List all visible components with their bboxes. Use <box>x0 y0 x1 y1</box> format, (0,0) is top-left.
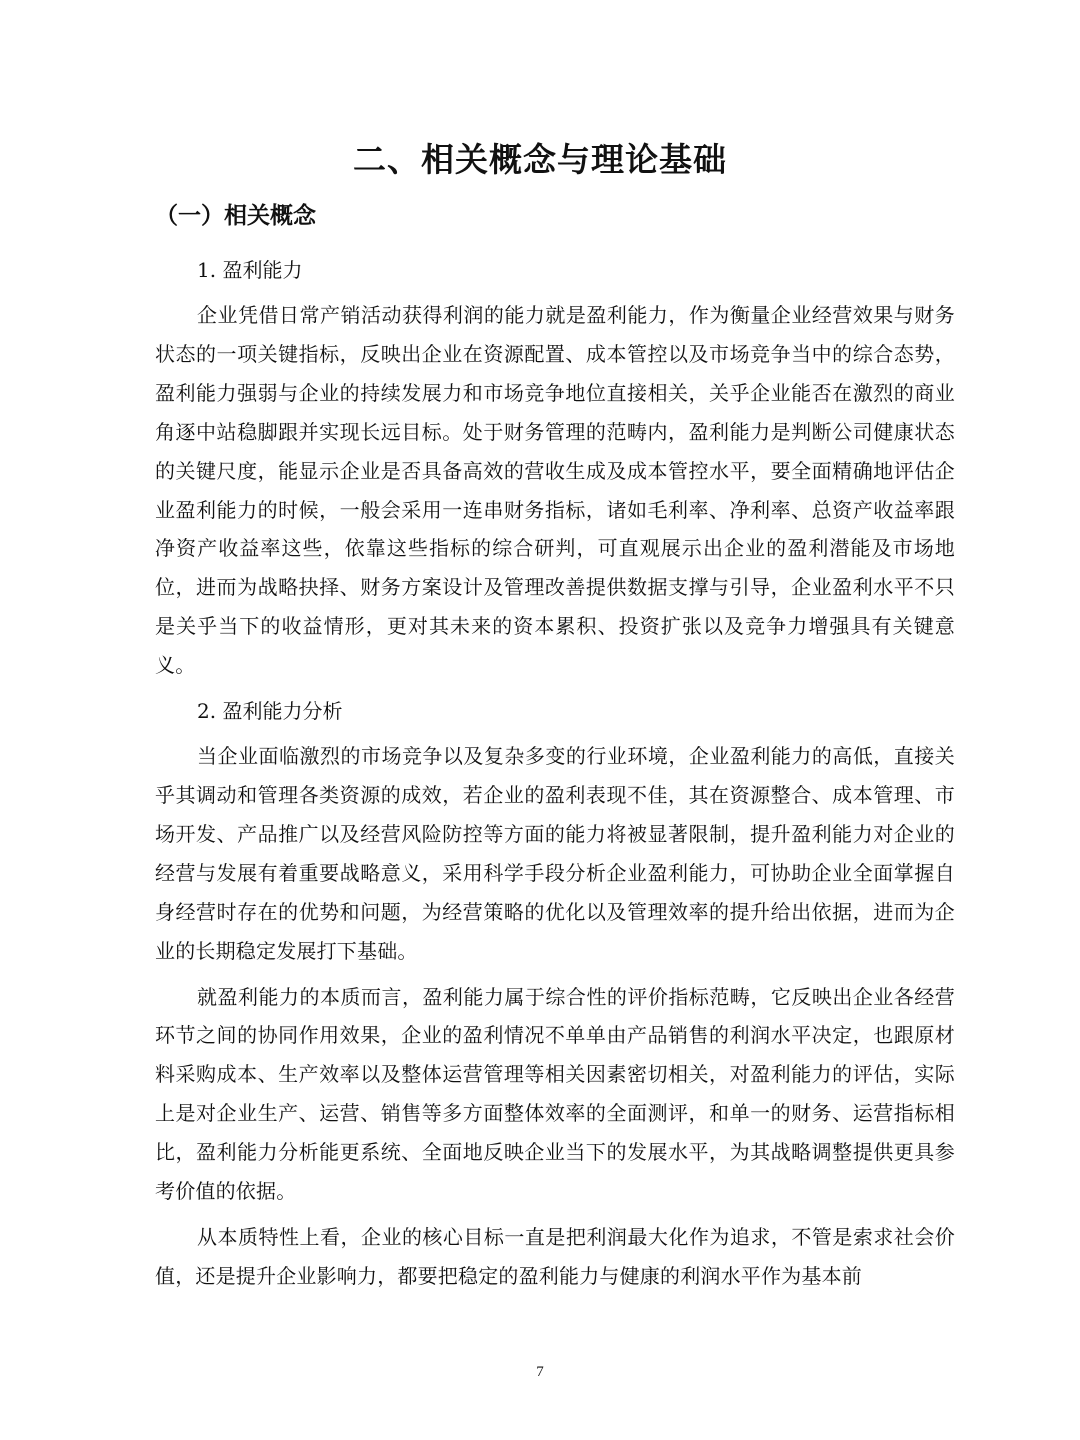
page-number: 7 <box>536 1364 544 1380</box>
subsection-heading-profitability-analysis: 2. 盈利能力分析 <box>197 699 343 724</box>
paragraph: 当企业面临激烈的市场竞争以及复杂多变的行业环境，企业盈利能力的高低，直接关乎其调动和管理各类资源的成效，若企业的盈利表现不佳，其在资源整合、成本管理、市场开发、产品推广以及经营风险防控等方面的能力将被显著限制，提升盈利能力对企业的经营与发展有着重要战略意义，采用科学手段分析企业盈利能力，可协助企业全面掌握自身经营时存在的优势和问题，为经营策略的优化以及管理效率的提升给出依据，进而为企业的长期稳定发展打下基础。 <box>155 744 955 963</box>
paragraph: 企业凭借日常产销活动获得利润的能力就是盈利能力，作为衡量企业经营效果与财务状态的一项关键指标，反映出企业在资源配置、成本管控以及市场竞争当中的综合态势，盈利能力强弱与企业的持续发展力和市场竞争地位直接相关，关乎企业能否在激烈的商业角逐中站稳脚跟并实现长远目标。处于财务管理的范畴内，盈利能力是判断公司健康状态的关键尺度，能显示企业是否具备高效的营收生成及成本管控水平，要全面精确地评估企业盈利能力的时候，一般会采用一连串财务指标，诸如毛利率、净利率、总资产收益率跟净资产收益率这些，依靠这些指标的综合研判，可直观展示出企业的盈利潜能及市场地位，进而为战略抉择、财务方案设计及管理改善提供数据支撑与引导，企业盈利水平不只是关乎当下的收益情形，更对其未来的资本累积、投资扩张以及竞争力增强具有关键意义。 <box>155 303 955 678</box>
paragraph: 就盈利能力的本质而言，盈利能力属于综合性的评价指标范畴，它反映出企业各经营环节之间的协同作用效果，企业的盈利情况不单单由产品销售的利润水平决定，也跟原材料采购成本、生产效率以及整体运营管理等相关因素密切相关，对盈利能力的评估，实际上是对企业生产、运营、销售等多方面整体效率的全面测评，和单一的财务、运营指标相比，盈利能力分析能更系统、全面地反映企业当下的发展水平，为其战略调整提供更具参考价值的依据。 <box>155 984 955 1204</box>
document-body <box>155 251 955 1303</box>
paragraph: 从本质特性上看，企业的核心目标一直是把利润最大化作为追求，不管是索求社会价值，还是提升企业影响力，都要把稳定的盈利能力与健康的利润水平作为基本前 <box>155 1224 955 1288</box>
chapter-title: 二、相关概念与理论基础 <box>353 140 727 179</box>
section-heading: （一）相关概念 <box>155 203 316 229</box>
subsection-heading-profitability: 1. 盈利能力 <box>197 258 303 282</box>
